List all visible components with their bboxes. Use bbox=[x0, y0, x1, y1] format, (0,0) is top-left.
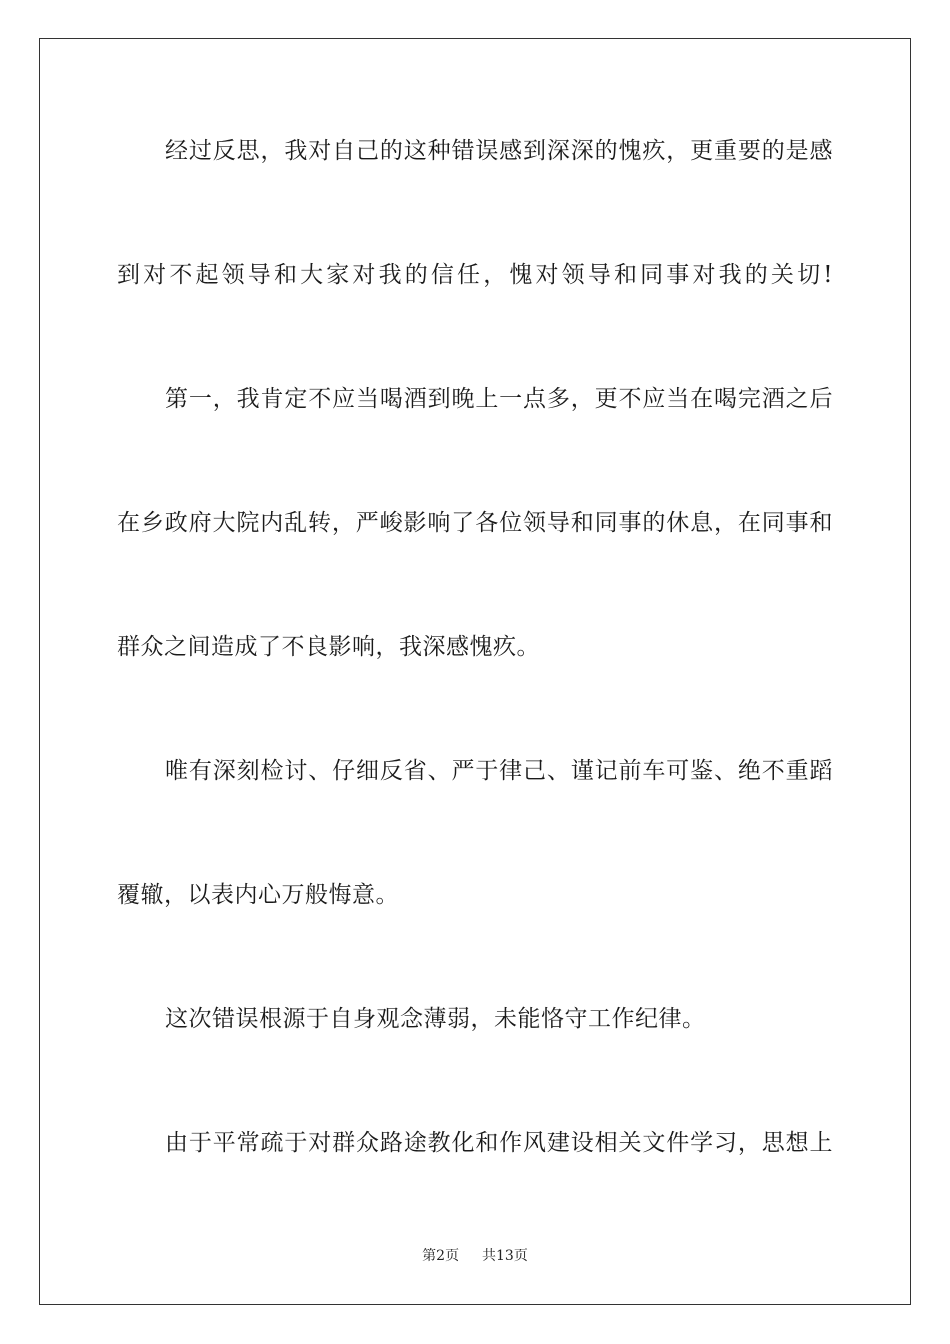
paragraph-line: 群众之间造成了不良影响，我深感愧疚。 bbox=[117, 634, 540, 660]
paragraph-line: 唯有深刻检讨、仔细反省、严于律己、谨记前车可鉴、绝不重蹈 bbox=[165, 758, 833, 784]
paragraph-line: 第一，我肯定不应当喝酒到晚上一点多，更不应当在喝完酒之后 bbox=[165, 386, 833, 412]
paragraph-line: 在乡政府大院内乱转，严峻影响了各位领导和同事的休息，在同事和 bbox=[117, 510, 833, 536]
page-number-current: 第2页 bbox=[422, 1248, 460, 1264]
paragraph-line: 到对不起领导和大家对我的信任，愧对领导和同事对我的关切! bbox=[117, 262, 833, 288]
page-footer bbox=[0, 1246, 950, 1266]
paragraph-line: 覆辙，以表内心万般悔意。 bbox=[117, 882, 399, 908]
paragraph-line: 经过反思，我对自己的这种错误感到深深的愧疚，更重要的是感 bbox=[165, 138, 833, 164]
page-number-total: 共13页 bbox=[482, 1248, 528, 1264]
paragraph-line: 这次错误根源于自身观念薄弱，未能恪守工作纪律。 bbox=[165, 1006, 706, 1032]
page-frame bbox=[39, 38, 911, 1305]
paragraph-line: 由于平常疏于对群众路途教化和作风建设相关文件学习，思想上 bbox=[165, 1130, 833, 1156]
